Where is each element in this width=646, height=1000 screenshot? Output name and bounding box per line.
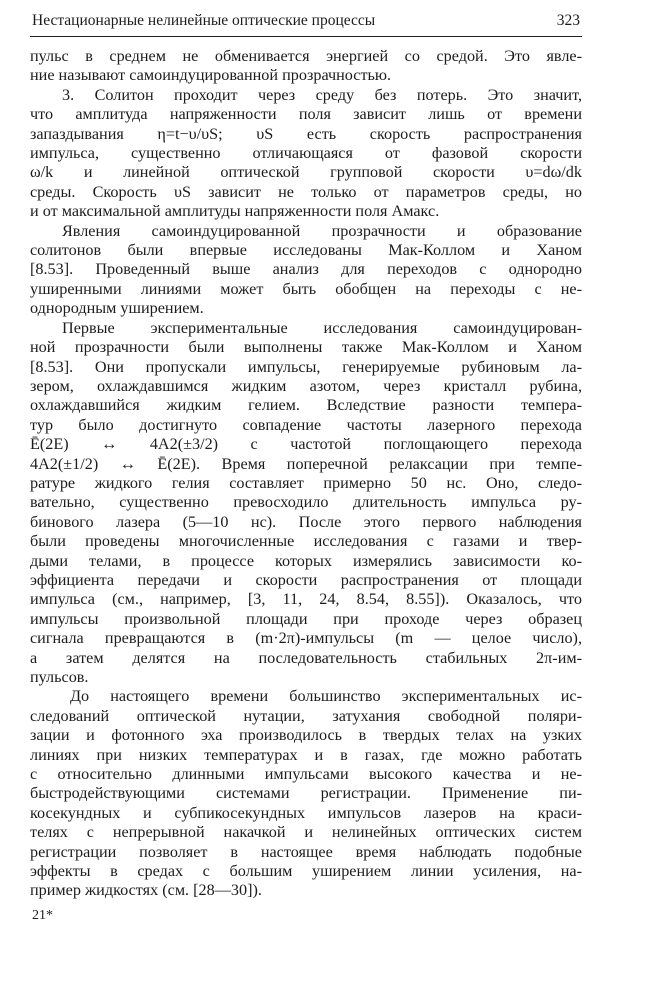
text-line: эффекты в средах с большим уширением линии усиления, на- — [30, 862, 582, 881]
page-number: 323 — [556, 12, 580, 29]
text-line: пульс в среднем не обменивается энергией со средой. Это явле- — [30, 47, 582, 65]
text-line: ω/k и линейной оптической групповой скорости υ=dω/dk — [30, 163, 582, 182]
text-line: пример жидкостях (см. [28—30]). — [30, 881, 262, 900]
running-head — [30, 6, 582, 37]
text-line: ной прозрачности были выполнены также Мак-Коллом и Ханом — [30, 338, 582, 357]
text-line: сигнала превращаются в (m·2π)-импульсы (m — целое число), — [30, 629, 582, 648]
text-line: [8.53]. Проведенный выше анализ для переходов с однородно — [30, 260, 582, 279]
text-line: однородным уширением. — [30, 299, 204, 318]
text-line: телях с непрерывной накачкой и нелинейных оптических систем — [30, 823, 582, 842]
text-line: запаздывания η=t−υ/υS; υS есть скорость распространения — [30, 124, 582, 143]
text-line: Ē(2E) ↔ 4A2(±3/2) с частотой поглощающего перехода — [30, 435, 582, 454]
text-line: дыми телами, в процессе которых измерялись зависимости ко- — [30, 551, 582, 570]
text-line: косекундных и субпикосекундных импульсов лазеров на краси- — [30, 803, 582, 822]
text-line: зации и фотонного эха производилось в твердых телах на узких — [30, 726, 582, 745]
text-line: эффициента передачи и скорости распространения от площади — [30, 570, 582, 589]
text-line: вательно, существенно превосходило длительность импульса ру- — [30, 493, 582, 512]
text-line: среды. Скорость υS зависит не только от параметров среды, но — [30, 182, 582, 201]
paragraph-p3 — [30, 222, 582, 319]
text-line: ратуре жидкого гелия составляет примерно 50 нс. Оно, следо- — [30, 473, 582, 492]
book-page — [30, 6, 582, 996]
text-line: импульса, существенно отличающаяся от фазовой скорости — [30, 144, 582, 163]
text-line: Явления самоиндуцированной прозрачности и образование — [62, 221, 582, 240]
text-line: 3. Солитон проходит через среду без потерь. Это значит, — [62, 85, 582, 104]
text-line: 4A2(±1/2) ↔ Ē(2E). Время поперечной релаксации при темпе- — [30, 454, 582, 473]
paragraph-p4 — [30, 319, 582, 688]
paragraph-p1 — [30, 47, 582, 86]
text-line: тур было достигнуто совпадение частоты лазерного перехода — [30, 415, 582, 434]
text-line: с относительно длинными импульсами высокого качества и не- — [30, 765, 582, 784]
text-line: Первые экспериментальные исследования самоиндуцирован- — [62, 318, 582, 337]
text-line: [8.53]. Они пропускали импульсы, генерируемые рубиновым ла- — [30, 357, 582, 376]
text-line: регистрации позволяет в настоящее время наблюдать подобные — [30, 842, 582, 861]
body-text — [30, 47, 582, 901]
text-line: импульса (см., например, [3, 11, 24, 8.54, 8.55]). Оказалось, что — [30, 590, 582, 609]
paragraph-p5 — [30, 687, 582, 900]
text-line: уширенными линиями может быть обобщен на переходы с не- — [30, 279, 582, 298]
text-line: следований оптической нутации, затухания свободной поляри- — [30, 706, 582, 725]
paragraph-p2 — [30, 86, 582, 222]
text-line: пульсов. — [30, 668, 89, 686]
running-head-title: Нестационарные нелинейные оптические процессы — [32, 12, 376, 29]
text-line: бинового лазера (5—10 нс). После этого первого наблюдения — [30, 512, 582, 531]
text-line: а затем делятся на последовательность стабильных 2π-им- — [30, 648, 582, 667]
text-line: быстродействующими системами регистрации. Применение пи- — [30, 784, 582, 803]
text-line: что амплитуда напряженности поля зависит лишь от времени — [30, 105, 582, 124]
printer-signature: 21* — [32, 908, 53, 923]
text-line: До настоящего времени большинство экспериментальных ис- — [70, 687, 582, 706]
text-line: солитонов были впервые исследованы Мак-Коллом и Ханом — [30, 241, 582, 260]
text-line: линиях при низких температурах и в газах, где можно работать — [30, 745, 582, 764]
text-line: и от максимальной амплитуды напряженности поля Aмакс. — [30, 202, 440, 221]
text-line: зером, охлаждавшимся жидким азотом, через кристалл рубина, — [30, 376, 582, 395]
text-line: охлаждавшийся жидким гелием. Вследствие разности темпера- — [30, 396, 582, 415]
text-line: были проведены многочисленные исследования с газами и твер- — [30, 532, 582, 551]
text-line: ние называют самоиндуцированной прозрачностью. — [30, 66, 392, 85]
text-line: импульсы произвольной площади при проходе через образец — [30, 609, 582, 628]
